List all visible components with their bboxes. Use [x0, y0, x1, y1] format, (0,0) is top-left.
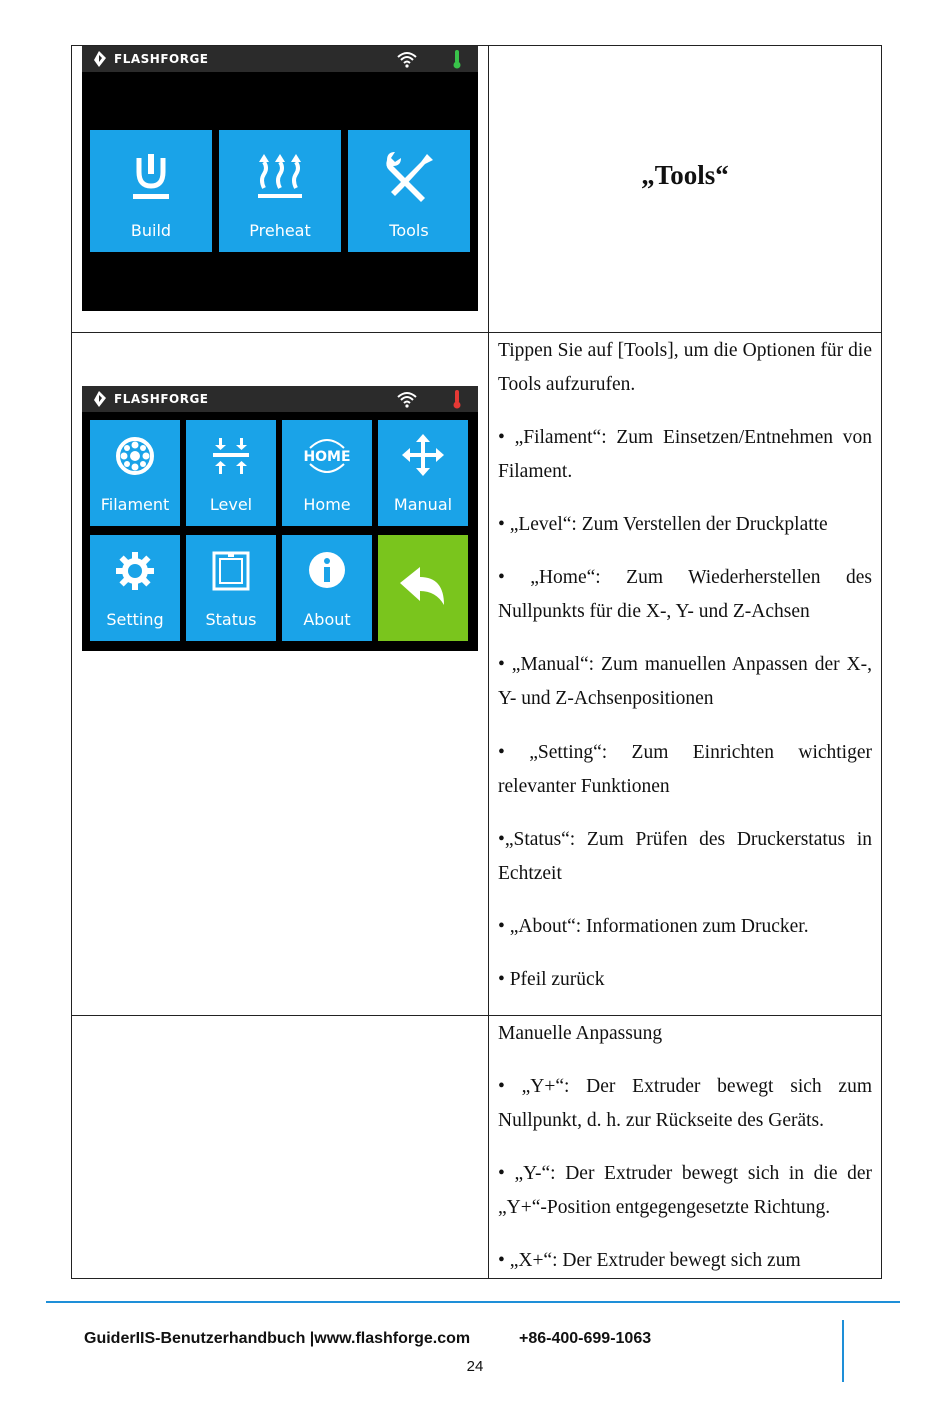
wifi-icon	[396, 50, 418, 68]
status-bar	[82, 46, 478, 72]
preheat-label: Preheat	[249, 221, 311, 240]
home-button[interactable]	[282, 420, 372, 526]
column-divider	[488, 45, 489, 1279]
build-label: Build	[130, 221, 172, 240]
info-icon	[307, 550, 347, 590]
status-icon	[212, 551, 250, 591]
bullet-home: • „Home“: Zum Wiederherstellen des Nullpunkts für die X-, Y- und Z-Achsen	[498, 567, 872, 622]
build-icon	[125, 150, 177, 202]
flashforge-logo-icon	[90, 50, 108, 68]
bullet-back-arrow: • Pfeil zurück	[498, 969, 605, 990]
thermometer-icon	[452, 49, 462, 69]
status-button[interactable]	[186, 535, 276, 641]
footer-rule	[46, 1301, 900, 1303]
bullet-about: • „About“: Informationen zum Drucker.	[498, 916, 809, 937]
level-icon	[211, 436, 251, 476]
level-label: Level	[209, 495, 253, 514]
build-button[interactable]	[90, 130, 212, 252]
preheat-button[interactable]	[219, 130, 341, 252]
manual-button[interactable]	[378, 420, 468, 526]
home-icon	[302, 434, 352, 478]
flashforge-logo	[90, 390, 209, 408]
bullet-y-plus: • „Y+“: Der Extruder bewegt sich zum Nullpunkt, d. h. zur Rückseite des Geräts.	[498, 1076, 872, 1131]
back-arrow-icon	[398, 565, 448, 609]
printer-screen-tools-menu	[82, 386, 478, 651]
back-button[interactable]	[378, 535, 468, 641]
page-number: 24	[466, 1358, 484, 1375]
thermometer-icon	[452, 389, 462, 409]
bullet-x-plus: • „X+“: Der Extruder bewegt sich zum	[498, 1250, 801, 1271]
setting-button[interactable]	[90, 535, 180, 641]
tools-icon	[381, 148, 437, 204]
row-divider	[71, 1015, 882, 1016]
setting-label: Setting	[106, 610, 164, 629]
filament-icon	[115, 436, 155, 476]
bullet-setting: • „Setting“: Zum Einrichten wichtiger relevanter Funktionen	[498, 742, 872, 797]
row-divider	[71, 332, 882, 333]
gear-icon	[115, 551, 155, 591]
printer-screen-main-menu	[82, 46, 478, 311]
bullet-status: •„Status“: Zum Prüfen des Druckerstatus in Echtzeit	[498, 829, 872, 884]
tools-button[interactable]	[348, 130, 470, 252]
manual-move-icon	[402, 434, 444, 476]
status-label: Status	[205, 610, 257, 629]
filament-button[interactable]	[90, 420, 180, 526]
filament-label: Filament	[100, 495, 170, 514]
flashforge-logo-icon	[90, 390, 108, 408]
bullet-filament: • „Filament“: Zum Einsetzen/Entnehmen von Filament.	[498, 427, 872, 482]
status-bar	[82, 386, 478, 412]
about-button[interactable]	[282, 535, 372, 641]
footer-title: GuiderIIS-Benutzerhandbuch |www.flashforge.com	[84, 1330, 471, 1347]
bullet-y-minus: • „Y-“: Der Extruder bewegt sich in die der „Y+“-Position entgegengesetzte Richtung.	[498, 1163, 872, 1218]
flashforge-logo	[90, 50, 209, 68]
footer-phone: +86-400-699-1063	[519, 1330, 652, 1347]
bullet-manual: • „Manual“: Zum manuellen Anpassen der X-, Y- und Z-Achsenpositionen	[498, 654, 872, 709]
brand-name: FLASHFORGE	[114, 392, 209, 406]
preheat-icon	[254, 152, 306, 202]
brand-name: FLASHFORGE	[114, 52, 209, 66]
manual-label: Manual	[393, 495, 453, 514]
home-label: Home	[303, 495, 351, 514]
tools-label: Tools	[389, 221, 429, 240]
home-icon-text: HOME	[303, 449, 351, 465]
wifi-icon	[396, 390, 418, 408]
section-title: „Tools“	[641, 160, 729, 190]
manual-adjust-heading: Manuelle Anpassung	[498, 1023, 663, 1044]
intro-paragraph: Tippen Sie auf [Tools], um die Optionen für die Tools aufzurufen.	[498, 340, 872, 395]
about-label: About	[303, 610, 351, 629]
bullet-level: • „Level“: Zum Verstellen der Druckplatte	[498, 514, 828, 535]
level-button[interactable]	[186, 420, 276, 526]
